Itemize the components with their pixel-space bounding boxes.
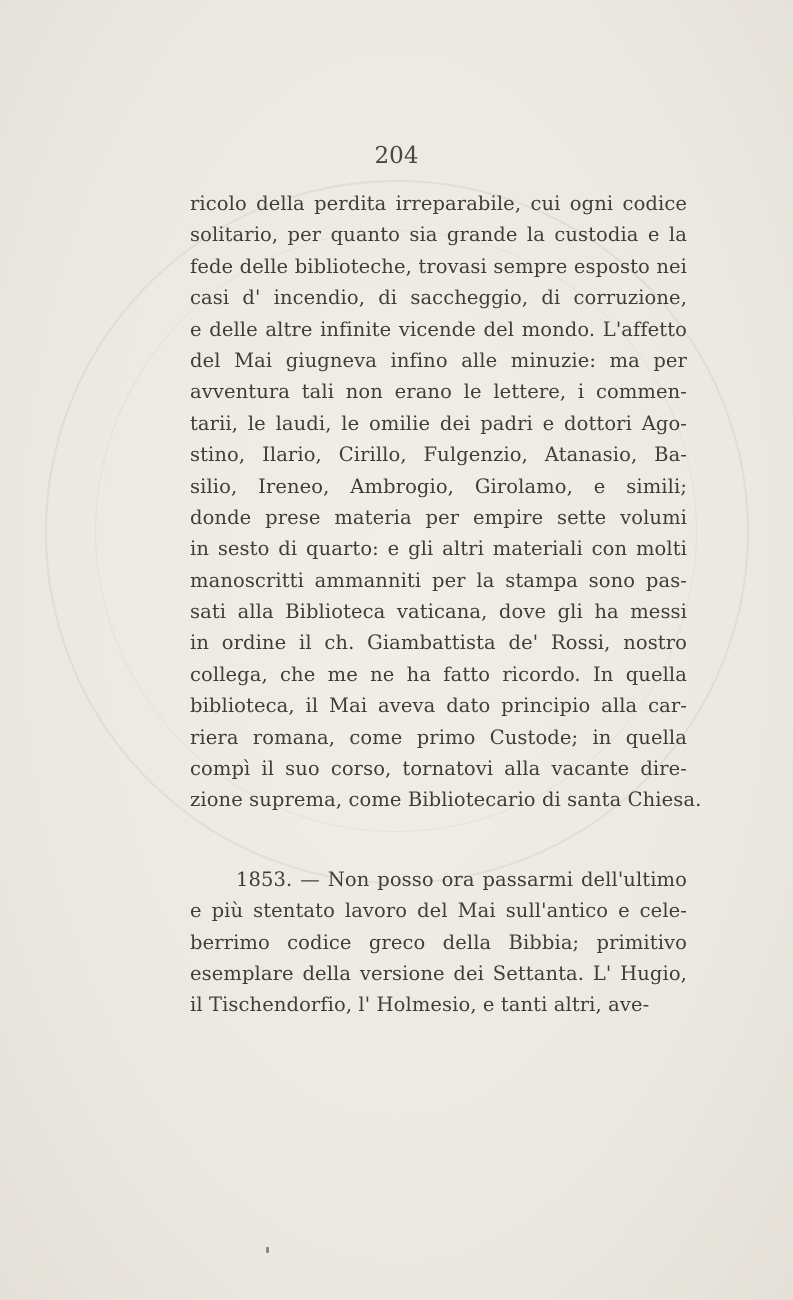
text-line: solitario, per quanto sia grande la custodia e la [190,223,687,247]
text-line: silio, Ireneo, Ambrogio, Girolamo, e simili; [190,474,687,498]
paragraph-1 [190,188,702,816]
text-line: manoscritti ammanniti per la stampa sono pas- [190,568,687,592]
text-line: donde prese materia per empire sette volumi [190,505,687,529]
text-line: collega, che me ne ha fatto ricordo. In quella [190,662,687,686]
text-line: casi d' incendio, di saccheggio, di corruzione, [190,286,687,310]
text-line: del Mai giugneva infino alle minuzie: ma per [190,348,687,372]
text-line: zione suprema, come Bibliotecario di santa Chiesa. [190,788,702,812]
text-line: il Tischendorfio, l' Holmesio, e tanti altri, ave- [190,993,650,1017]
text-line: esemplare della versione dei Settanta. L' Hugio, [190,961,687,985]
text-line: fede delle biblioteche, trovasi sempre esposto nei [190,254,687,278]
text-line: e delle altre infinite vicende del mondo. L'affetto [190,317,687,341]
paragraph-2 [190,864,687,1021]
text-line: riera romana, come primo Custode; in quella [190,725,687,749]
paper-speck [266,1247,269,1253]
text-line: in ordine il ch. Giambattista de' Rossi, nostro [190,631,687,655]
body-text [190,188,702,1021]
text-line: in sesto di quarto: e gli altri materiali con molti [190,537,687,561]
text-line: biblioteca, il Mai aveva dato principio alla car- [190,694,687,718]
text-line: ricolo della perdita irreparabile, cui ogni codice [190,192,687,215]
text-line: compì il suo corso, tornatovi alla vacante dire- [190,757,687,781]
text-line: 1853. — Non posso ora passarmi dell'ultimo [236,867,687,891]
text-line: avventura tali non erano le lettere, i commen- [190,380,687,404]
text-line: e più stentato lavoro del Mai sull'antico e cele- [190,899,687,923]
text-line: stino, Ilario, Cirillo, Fulgenzio, Atanasio, Ba- [190,443,687,467]
page-number: 204 [374,143,419,169]
text-line: berrimo codice greco della Bibbia; primitivo [190,930,687,954]
text-line: tarii, le laudi, le omilie dei padri e dottori Ago- [190,411,687,435]
text-line: sati alla Biblioteca vaticana, dove gli ha messi [190,600,687,624]
